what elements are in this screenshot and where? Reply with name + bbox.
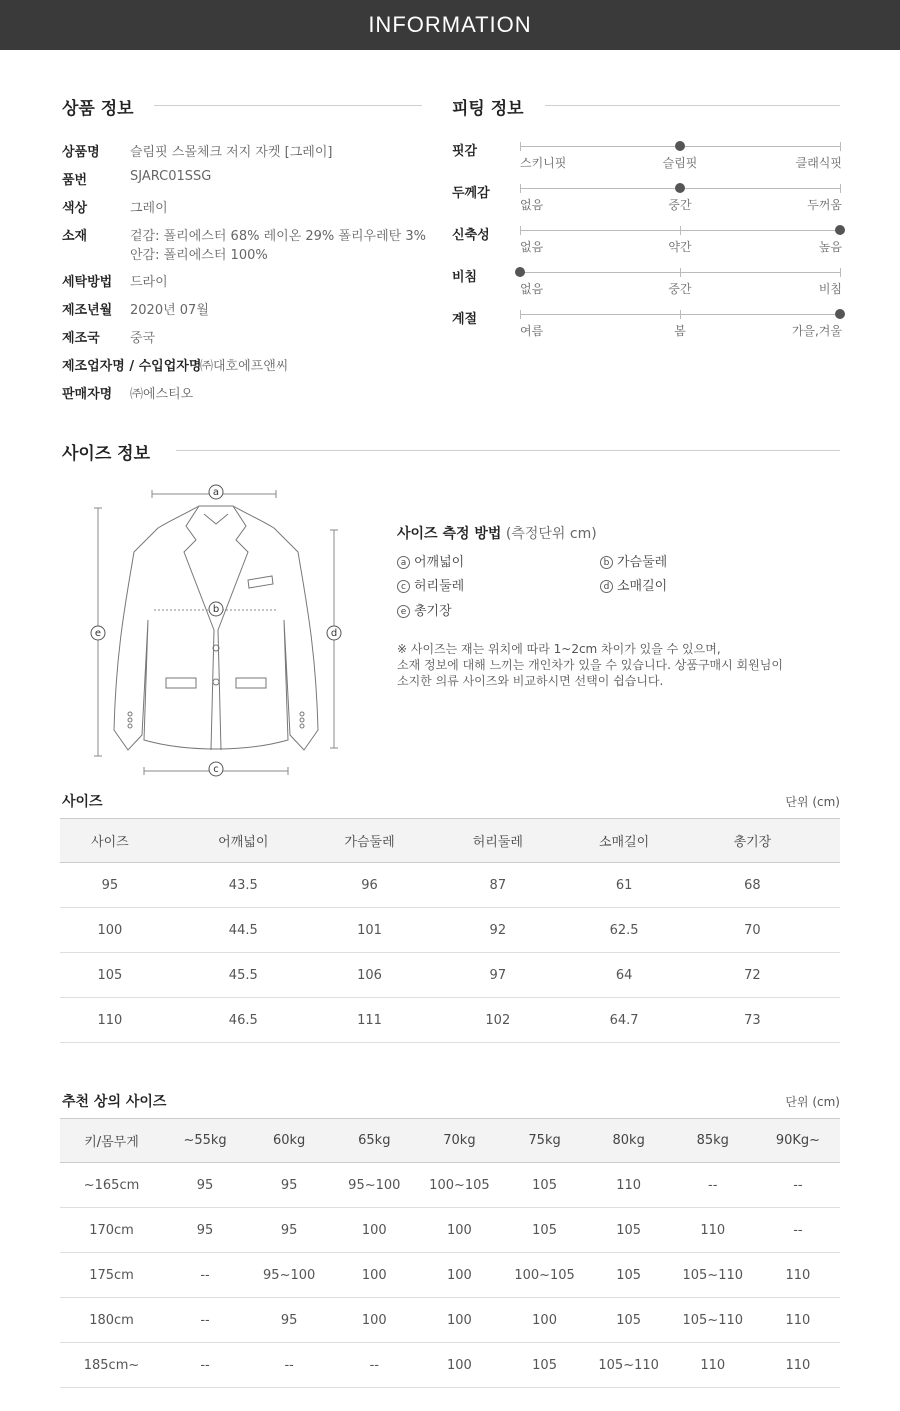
table-cell: 87 (412, 863, 583, 908)
info-value: 그레이 (130, 201, 168, 216)
table-cell: 170cm (60, 1208, 163, 1253)
table-cell: 105~110 (588, 1343, 670, 1388)
table-cell: -- (331, 1343, 417, 1388)
info-row-name (62, 141, 333, 160)
table-cell: 96 (327, 863, 413, 908)
info-row-color (62, 197, 168, 216)
table-cell: 110 (756, 1298, 840, 1343)
table-cell: 95 (163, 1163, 247, 1208)
table-cell: 64.7 (583, 998, 664, 1043)
legend-item-d (600, 575, 667, 594)
table-cell: 44.5 (160, 908, 327, 953)
size-info-title: 사이즈 정보 (62, 444, 151, 464)
legend-item-c (397, 575, 464, 594)
table-cell: 73 (665, 998, 840, 1043)
table-header-cell: 65kg (331, 1119, 417, 1163)
note-line: 소지한 의류 사이즈와 비교하시면 선택이 쉽습니다. (397, 674, 664, 688)
table-cell: 105 (588, 1298, 670, 1343)
fit-option: 비침 (818, 282, 842, 296)
table-row (60, 1163, 840, 1208)
table-cell: -- (163, 1298, 247, 1343)
table-cell: 100~105 (501, 1253, 587, 1298)
table-cell: 45.5 (160, 953, 327, 998)
table-header-cell: 소매길이 (583, 819, 664, 863)
info-label: 상품명 (62, 145, 100, 160)
table-cell: 110 (60, 998, 160, 1043)
fit-tick (680, 268, 681, 277)
table-cell: 185cm~ (60, 1343, 163, 1388)
fit-row (452, 308, 842, 348)
table-cell: 105 (588, 1208, 670, 1253)
table-cell: 95 (60, 863, 160, 908)
fitting-info-title: 피팅 정보 (452, 99, 524, 119)
divider (176, 450, 840, 451)
info-label: 제조국 (62, 331, 100, 346)
legend-key: b (600, 556, 613, 569)
table-cell: 100 (331, 1298, 417, 1343)
fit-selected-marker (515, 267, 525, 277)
fit-option: 중간 (668, 198, 692, 212)
fit-tick (520, 142, 521, 151)
measure-method-unit: (측정단위 cm) (505, 526, 597, 542)
diagram-label-c: c (213, 764, 219, 775)
table-header-cell: 가슴둘레 (327, 819, 413, 863)
legend-item-a (397, 551, 464, 570)
note-line: 소재 정보에 대해 느끼는 개인차가 있을 수 있습니다. 상품구매시 회원님이 (397, 658, 783, 672)
info-row-seller (62, 383, 194, 402)
header-bar (0, 0, 900, 50)
table-cell: 100 (417, 1343, 501, 1388)
table-cell: 105~110 (670, 1253, 756, 1298)
table-cell: 110 (588, 1163, 670, 1208)
table-row (60, 998, 840, 1043)
info-label: 소재 (62, 229, 88, 244)
table-header-row (60, 1119, 840, 1163)
legend-key: d (600, 580, 613, 593)
fit-row (452, 182, 842, 222)
fit-option: 스키니핏 (520, 156, 567, 170)
table-cell: -- (163, 1253, 247, 1298)
info-label: 품번 (62, 173, 88, 188)
fit-selected-marker (675, 141, 685, 151)
fit-option: 없음 (520, 282, 544, 296)
fit-label: 신축성 (452, 228, 490, 243)
rec-table-title: 추천 상의 사이즈 (62, 1094, 167, 1110)
table-cell: 95~100 (247, 1253, 331, 1298)
diagram-label-b: b (212, 604, 220, 615)
legend-key: c (397, 580, 410, 593)
diagram-label-e: e (94, 628, 102, 639)
table-cell: 105 (501, 1343, 587, 1388)
info-row-country (62, 327, 156, 346)
fit-option: 없음 (520, 198, 544, 212)
fit-label: 핏감 (452, 144, 478, 159)
table-cell: 110 (756, 1343, 840, 1388)
table-cell: 105 (501, 1208, 587, 1253)
table-header-cell: 60kg (247, 1119, 331, 1163)
table-cell: 72 (665, 953, 840, 998)
table-cell: 180cm (60, 1298, 163, 1343)
rec-table-unit: 단위 (cm) (785, 1095, 840, 1109)
fit-tick (840, 142, 841, 151)
table-cell: 100 (417, 1253, 501, 1298)
table-header-cell: 어깨넓이 (160, 819, 327, 863)
table-row (60, 1298, 840, 1343)
table-cell: -- (756, 1163, 840, 1208)
table-row (60, 1253, 840, 1298)
fit-option: 여름 (520, 324, 544, 338)
header-title: INFORMATION (368, 12, 532, 37)
fit-tick (840, 268, 841, 277)
info-row-date (62, 299, 209, 318)
divider (154, 105, 422, 106)
table-cell: 110 (670, 1208, 756, 1253)
table-cell: 175cm (60, 1253, 163, 1298)
legend-label: 어깨넓이 (414, 555, 465, 570)
table-cell: 105~110 (670, 1298, 756, 1343)
fit-tick (680, 310, 681, 319)
table-cell: 92 (412, 908, 583, 953)
legend-item-e (397, 600, 452, 619)
size-table-title: 사이즈 (62, 794, 103, 810)
table-cell: 105 (60, 953, 160, 998)
table-header-cell: ~55kg (163, 1119, 247, 1163)
table-header-cell: 90Kg~ (756, 1119, 840, 1163)
legend-label: 가슴둘레 (617, 555, 668, 570)
table-cell: 95 (247, 1298, 331, 1343)
table-header-cell: 사이즈 (60, 819, 160, 863)
table-header-cell: 허리둘레 (412, 819, 583, 863)
table-header-cell: 70kg (417, 1119, 501, 1163)
product-info-title: 상품 정보 (62, 99, 134, 119)
table-cell: 106 (327, 953, 413, 998)
info-row-material (62, 225, 426, 263)
info-label: 색상 (62, 201, 88, 216)
size-table (60, 818, 840, 1043)
fit-selected-marker (675, 183, 685, 193)
table-cell: 95 (247, 1163, 331, 1208)
measure-method-title: 사이즈 측정 방법 (397, 526, 502, 542)
table-header-cell: 85kg (670, 1119, 756, 1163)
table-cell: 95 (163, 1208, 247, 1253)
fit-row (452, 224, 842, 264)
size-table-unit: 단위 (cm) (785, 795, 840, 809)
table-cell: 68 (665, 863, 840, 908)
fit-option: 두꺼움 (807, 198, 842, 212)
info-label: 제조업자명 / 수입업자명 (62, 359, 202, 374)
info-value: 2020년 07월 (130, 303, 209, 318)
table-cell: 61 (583, 863, 664, 908)
table-cell: 100 (417, 1208, 501, 1253)
fit-tick (520, 226, 521, 235)
table-header-cell: 75kg (501, 1119, 587, 1163)
table-cell: 62.5 (583, 908, 664, 953)
table-row (60, 1208, 840, 1253)
table-cell: 95 (247, 1208, 331, 1253)
jacket-measurement-diagram (86, 480, 356, 780)
table-row (60, 1343, 840, 1388)
table-header-cell: 총기장 (665, 819, 840, 863)
table-cell: 102 (412, 998, 583, 1043)
info-label: 판매자명 (62, 387, 113, 402)
legend-item-b (600, 551, 667, 570)
table-cell: 110 (756, 1253, 840, 1298)
legend-label: 총기장 (414, 604, 452, 619)
table-cell: 100~105 (417, 1163, 501, 1208)
table-cell: -- (756, 1208, 840, 1253)
table-cell: 100 (60, 908, 160, 953)
fit-option: 없음 (520, 240, 544, 254)
table-cell: -- (163, 1343, 247, 1388)
info-value: ㈜대호에프앤씨 (200, 359, 289, 374)
table-header-cell: 80kg (588, 1119, 670, 1163)
info-row-wash (62, 271, 168, 290)
table-cell: ~165cm (60, 1163, 163, 1208)
table-cell: 100 (331, 1253, 417, 1298)
fit-option: 중간 (668, 282, 692, 296)
diagram-label-d: d (330, 628, 338, 639)
info-value: ㈜에스티오 (130, 387, 194, 402)
table-cell: 70 (665, 908, 840, 953)
fit-selected-marker (835, 225, 845, 235)
table-cell: -- (247, 1343, 331, 1388)
info-value-lining: 안감: 폴리에스터 100% (130, 248, 268, 263)
fit-tick (680, 226, 681, 235)
legend-label: 소매길이 (617, 579, 668, 594)
fit-option: 슬림핏 (662, 156, 698, 170)
fit-label: 비침 (452, 270, 478, 285)
note-line: ※ 사이즈는 재는 위치에 따라 1~2cm 차이가 있을 수 있으며, (397, 642, 721, 656)
info-value: 중국 (130, 331, 156, 346)
info-value: 슬림핏 스몰체크 저지 자켓 [그레이] (130, 145, 333, 160)
legend-key: a (397, 556, 410, 569)
table-row (60, 863, 840, 908)
fit-tick (520, 184, 521, 193)
fit-option: 봄 (674, 324, 686, 338)
fit-tick (520, 310, 521, 319)
divider (545, 105, 840, 106)
table-cell: 97 (412, 953, 583, 998)
table-header-row (60, 819, 840, 863)
table-cell: 46.5 (160, 998, 327, 1043)
table-cell: 105 (588, 1253, 670, 1298)
info-row-manufacturer (62, 355, 289, 374)
fit-option: 클래식핏 (795, 156, 842, 170)
table-cell: 101 (327, 908, 413, 953)
fit-tick (840, 184, 841, 193)
fit-label: 두께감 (452, 186, 490, 201)
table-cell: 105 (501, 1163, 587, 1208)
legend-label: 허리둘레 (414, 579, 465, 594)
info-value: 겉감: 폴리에스터 68% 레이온 29% 폴리우레탄 3% (130, 229, 426, 244)
table-cell: -- (670, 1163, 756, 1208)
table-cell: 100 (501, 1298, 587, 1343)
info-row-code (62, 169, 212, 188)
info-label: 세탁방법 (62, 275, 113, 290)
size-note (397, 641, 783, 689)
table-header-cell: 키/몸무게 (60, 1119, 163, 1163)
table-cell: 43.5 (160, 863, 327, 908)
fit-option: 약간 (668, 240, 692, 254)
info-label: 제조년월 (62, 303, 113, 318)
table-cell: 111 (327, 998, 413, 1043)
fit-row (452, 266, 842, 306)
table-row (60, 908, 840, 953)
diagram-label-a: a (212, 487, 220, 498)
recommended-size-table (60, 1118, 840, 1388)
fit-selected-marker (835, 309, 845, 319)
table-cell: 100 (331, 1208, 417, 1253)
fit-label: 계절 (452, 312, 478, 327)
fit-option: 높음 (818, 240, 842, 254)
fit-row (452, 140, 842, 180)
measure-method-heading (397, 523, 597, 543)
table-row (60, 953, 840, 998)
table-cell: 95~100 (331, 1163, 417, 1208)
table-cell: 110 (670, 1343, 756, 1388)
info-value: 드라이 (130, 275, 168, 290)
table-cell: 64 (583, 953, 664, 998)
info-value: SJARC01SSG (130, 169, 212, 184)
table-cell: 100 (417, 1298, 501, 1343)
legend-key: e (397, 605, 410, 618)
fit-option: 가을,겨울 (791, 324, 842, 338)
